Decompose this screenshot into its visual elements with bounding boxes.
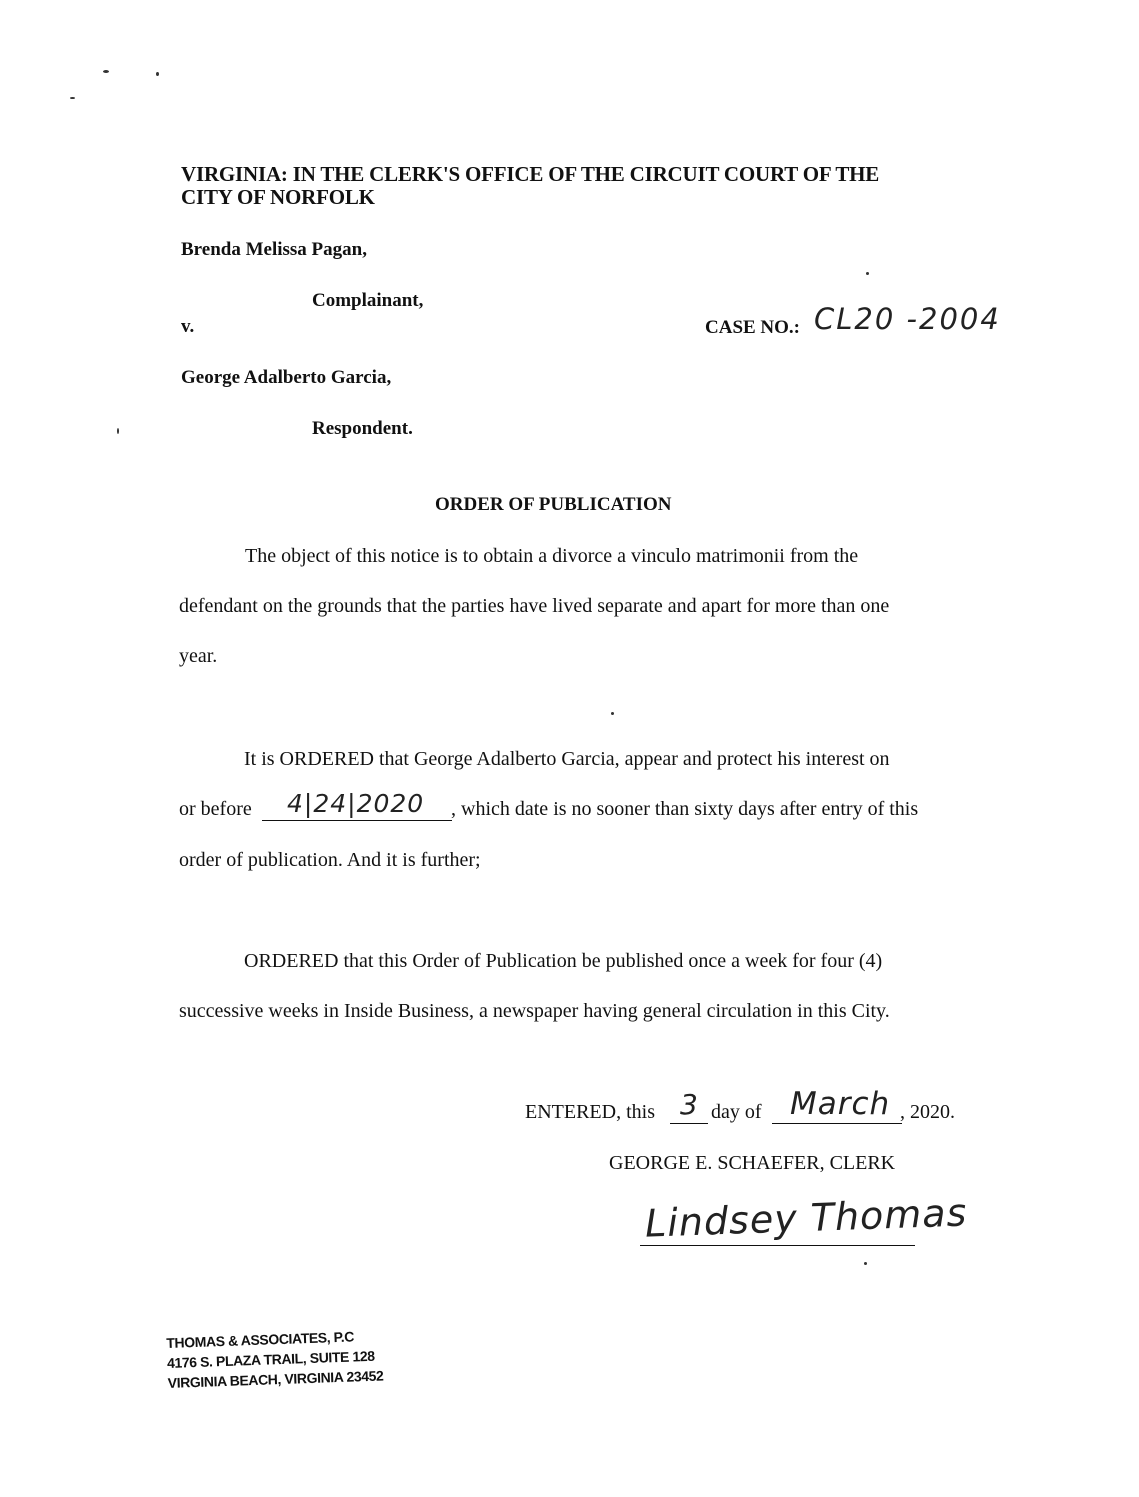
entered-day-blank xyxy=(670,1123,708,1124)
firm-city: VIRGINIA BEACH, VIRGINIA 23452 xyxy=(167,1367,384,1391)
para1-line2: defendant on the grounds that the parties have lived separate and apart for more than one xyxy=(179,595,890,617)
para3-line1: ORDERED that this Order of Publication be published once a week for four (4) xyxy=(244,950,883,972)
para2-line1: It is ORDERED that George Adalberto Garcia, appear and protect his interest on xyxy=(244,748,890,770)
scan-speck xyxy=(70,97,75,99)
scan-speck xyxy=(103,70,109,73)
firm-name: THOMAS & ASSOCIATES, P.C xyxy=(166,1328,355,1351)
appearance-date-blank xyxy=(262,820,452,821)
entered-month-blank xyxy=(772,1123,902,1124)
para2-line2-prefix: or before xyxy=(179,798,252,820)
scan-speck xyxy=(864,1262,867,1265)
appearance-date: 4|24|2020 xyxy=(287,789,425,818)
scan-speck xyxy=(866,272,869,275)
scan-speck xyxy=(611,712,614,715)
entered-middle: day of xyxy=(711,1101,762,1123)
para1-line3: year. xyxy=(179,645,218,667)
para2-line2-suffix: , which date is no sooner than sixty days after entry of this xyxy=(451,798,919,820)
para3-line2: successive weeks in Inside Business, a newspaper having general circulation in this City. xyxy=(179,1000,890,1022)
firm-address: 4176 S. PLAZA TRAIL, SUITE 128 xyxy=(166,1347,375,1371)
entered-month: March xyxy=(790,1086,891,1122)
para2-line3: order of publication. And it is further; xyxy=(179,849,481,871)
scan-speck xyxy=(156,72,159,76)
clerk-name: GEORGE E. SCHAEFER, CLERK xyxy=(609,1152,896,1174)
case-no-value: CL20 -2004 xyxy=(814,302,1001,336)
court-heading-line2: CITY OF NORFOLK xyxy=(181,185,375,209)
versus-label: v. xyxy=(181,316,195,337)
signature-line xyxy=(640,1245,915,1246)
entered-day: 3 xyxy=(680,1088,698,1121)
complainant-role: Complainant, xyxy=(312,290,424,311)
para1-line1: The object of this notice is to obtain a divorce a vinculo matrimonii from the xyxy=(245,545,859,567)
entered-prefix: ENTERED, this xyxy=(525,1101,655,1123)
court-heading-line1: VIRGINIA: IN THE CLERK'S OFFICE OF THE CIRCUIT COURT OF THE xyxy=(181,162,880,186)
order-title: ORDER OF PUBLICATION xyxy=(435,494,672,515)
firm-stamp xyxy=(166,1325,384,1392)
entered-suffix: , 2020. xyxy=(900,1101,955,1123)
respondent-name: George Adalberto Garcia, xyxy=(181,367,392,388)
respondent-role: Respondent. xyxy=(312,418,413,439)
clerk-signature: Lindsey Thomas xyxy=(644,1190,968,1246)
complainant-name: Brenda Melissa Pagan, xyxy=(181,239,367,260)
scan-speck xyxy=(117,428,119,434)
case-no-label: CASE NO.: xyxy=(705,317,801,338)
